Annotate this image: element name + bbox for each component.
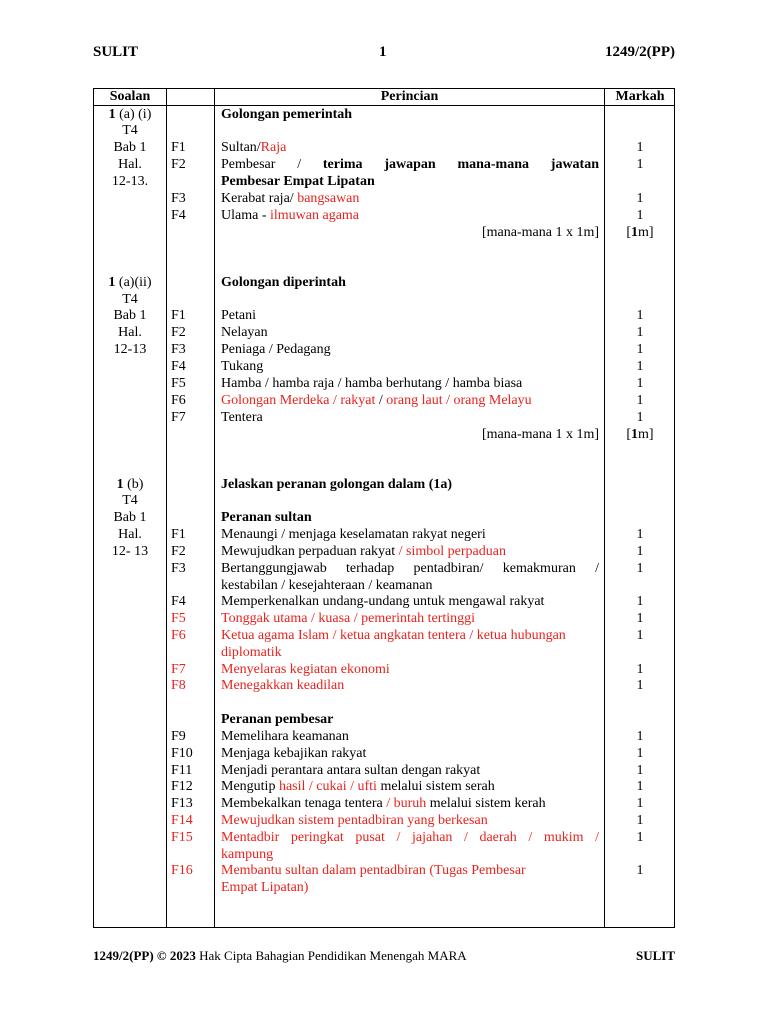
mark-value: 1	[636, 594, 644, 609]
mark-value: 1	[636, 779, 644, 794]
fact-code: F9	[171, 729, 186, 744]
answer-text: kampung	[221, 847, 274, 862]
answer-text: [mana-mana 1 x 1m]	[481, 427, 599, 442]
fact-code: F15	[171, 830, 193, 845]
answer-text: Pembesar / terima jawapan mana-mana jawatan	[221, 157, 599, 172]
fact-code: F6	[171, 393, 186, 408]
answer-text: Bertanggungjawab terhadap pentadbiran/ kemakmuran /	[221, 561, 599, 576]
answer-text: Jelaskan peranan golongan dalam (1a)	[221, 477, 453, 492]
fact-code: F10	[171, 746, 193, 761]
answer-text: Mewujudkan perpaduan rakyat / simbol perpaduan	[221, 544, 506, 559]
fact-code: F3	[171, 342, 186, 357]
mark-value: 1	[636, 308, 644, 323]
footer-code: 1249/2(PP)	[93, 948, 154, 963]
footer-copyright	[93, 948, 467, 964]
paper-code: 1249/2(PP)	[605, 44, 675, 60]
answer-text: [mana-mana 1 x 1m]	[481, 225, 599, 240]
mark-value: 1	[636, 662, 644, 677]
fact-code: F1	[171, 308, 186, 323]
answer-text: Sultan/Raja	[221, 140, 287, 155]
fact-code: F2	[171, 157, 186, 172]
answer-text: Petani	[221, 308, 256, 323]
question-ref: Bab 1	[113, 140, 147, 155]
answer-text: Kerabat raja/ bangsawan	[221, 191, 360, 206]
fact-code: F6	[171, 628, 186, 643]
mark-value: 1	[636, 830, 644, 845]
mark-value: 1	[636, 527, 644, 542]
fact-code: F4	[171, 359, 186, 374]
mark-value: [1m]	[626, 225, 654, 240]
question-ref: 1 (b)	[116, 477, 144, 492]
mark-value: 1	[636, 729, 644, 744]
mark-value: 1	[636, 410, 644, 425]
fact-code: F16	[171, 863, 193, 878]
question-ref: Hal.	[118, 527, 142, 542]
question-ref: 1 (a) (i)	[108, 107, 152, 122]
fact-code: F4	[171, 208, 186, 223]
mark-value: 1	[636, 342, 644, 357]
answer-text: Pembesar Empat Lipatan	[221, 174, 375, 189]
question-ref: Hal.	[118, 157, 142, 172]
answer-text: Tonggak utama / kuasa / pemerintah tertinggi	[221, 611, 476, 626]
mark-value: 1	[636, 191, 644, 206]
mark-value: 1	[636, 628, 644, 643]
fact-code: F3	[171, 561, 186, 576]
question-ref: T4	[122, 292, 138, 307]
answer-text: Ulama - ilmuwan agama	[221, 208, 360, 223]
question-ref: Bab 1	[113, 308, 147, 323]
question-ref: Hal.	[118, 325, 142, 340]
page-number: 1	[379, 44, 387, 60]
answer-text: Golongan pemerintah	[221, 107, 353, 122]
fact-code: F1	[171, 140, 186, 155]
question-ref: 12-13.	[111, 174, 149, 189]
fact-code: F3	[171, 191, 186, 206]
answer-text: Membantu sultan dalam pentadbiran (Tugas Pembesar	[221, 863, 526, 878]
fact-code: F8	[171, 678, 186, 693]
fact-code: F1	[171, 527, 186, 542]
fact-code: F12	[171, 779, 193, 794]
mark-value: 1	[636, 863, 644, 878]
fact-code: F11	[171, 763, 193, 778]
question-ref: 12-13	[113, 342, 147, 357]
column-header-soalan: Soalan	[109, 89, 151, 104]
column-header-perincian: Perincian	[380, 89, 439, 104]
fact-code: F14	[171, 813, 193, 828]
fact-code: F5	[171, 611, 186, 626]
mark-value: 1	[636, 561, 644, 576]
question-ref: 1 (a)(ii)	[108, 275, 152, 290]
header-classification: SULIT	[93, 44, 139, 60]
fact-code: F7	[171, 410, 186, 425]
answer-text: Empat Lipatan)	[221, 880, 309, 895]
answer-text: Hamba / hamba raja / hamba berhutang / hamba biasa	[221, 376, 523, 391]
mark-value: 1	[636, 393, 644, 408]
mark-value: 1	[636, 611, 644, 626]
mark-value: 1	[636, 813, 644, 828]
column-divider	[214, 89, 215, 927]
footer-text: Hak Cipta Bahagian Pendidikan Menengah MARA	[195, 948, 467, 963]
mark-value: 1	[636, 763, 644, 778]
mark-value: [1m]	[626, 427, 654, 442]
column-divider	[166, 89, 167, 927]
fact-code: F13	[171, 796, 193, 811]
footer-classification: SULIT	[635, 948, 675, 963]
answer-text: Ketua agama Islam / ketua angkatan tentera / ketua hubungan	[221, 628, 566, 643]
answer-text: Peranan sultan	[221, 510, 312, 525]
answer-text: diplomatik	[221, 645, 282, 660]
mark-value: 1	[636, 157, 644, 172]
marking-scheme-table	[93, 88, 675, 928]
question-ref: T4	[122, 123, 138, 138]
column-header-markah: Markah	[615, 89, 665, 104]
mark-value: 1	[636, 359, 644, 374]
answer-text: Menjadi perantara antara sultan dengan rakyat	[221, 763, 481, 778]
mark-value: 1	[636, 746, 644, 761]
fact-code: F5	[171, 376, 186, 391]
answer-text: Mengutip hasil / cukai / ufti melalui sistem serah	[221, 779, 495, 794]
answer-text: Nelayan	[221, 325, 268, 340]
answer-text: Tukang	[221, 359, 264, 374]
mark-value: 1	[636, 678, 644, 693]
answer-text: Membekalkan tenaga tentera / buruh melalui sistem kerah	[221, 796, 546, 811]
mark-value: 1	[636, 796, 644, 811]
question-ref: Bab 1	[113, 510, 147, 525]
answer-text: Memperkenalkan undang-undang untuk mengawal rakyat	[221, 594, 545, 609]
mark-value: 1	[636, 325, 644, 340]
fact-code: F4	[171, 594, 186, 609]
mark-value: 1	[636, 208, 644, 223]
fact-code: F2	[171, 544, 186, 559]
question-ref: T4	[122, 493, 138, 508]
answer-text: kestabilan / kesejahteraan / keamanan	[221, 578, 433, 593]
mark-value: 1	[636, 376, 644, 391]
fact-code: F2	[171, 325, 186, 340]
answer-text: Menyelaras kegiatan ekonomi	[221, 662, 390, 677]
mark-value: 1	[636, 140, 644, 155]
answer-text: Mewujudkan sistem pentadbiran yang berkesan	[221, 813, 488, 828]
answer-text: Peranan pembesar	[221, 712, 334, 727]
mark-value: 1	[636, 544, 644, 559]
fact-code: F7	[171, 662, 186, 677]
answer-text: Peniaga / Pedagang	[221, 342, 331, 357]
answer-text: Menjaga kebajikan rakyat	[221, 746, 367, 761]
footer-year: © 2023	[153, 948, 196, 963]
answer-text: Menegakkan keadilan	[221, 678, 345, 693]
answer-text: Golongan diperintah	[221, 275, 346, 290]
answer-text: Mentadbir peringkat pusat / jajahan / daerah / mukim /	[221, 830, 599, 845]
answer-text: Menaungi / menjaga keselamatan rakyat negeri	[221, 527, 486, 542]
question-ref: 12- 13	[111, 544, 149, 559]
answer-text: Memelihara keamanan	[221, 729, 349, 744]
answer-text: Golongan Merdeka / rakyat / orang laut / orang Melayu	[221, 393, 532, 408]
answer-text: Tentera	[221, 410, 263, 425]
